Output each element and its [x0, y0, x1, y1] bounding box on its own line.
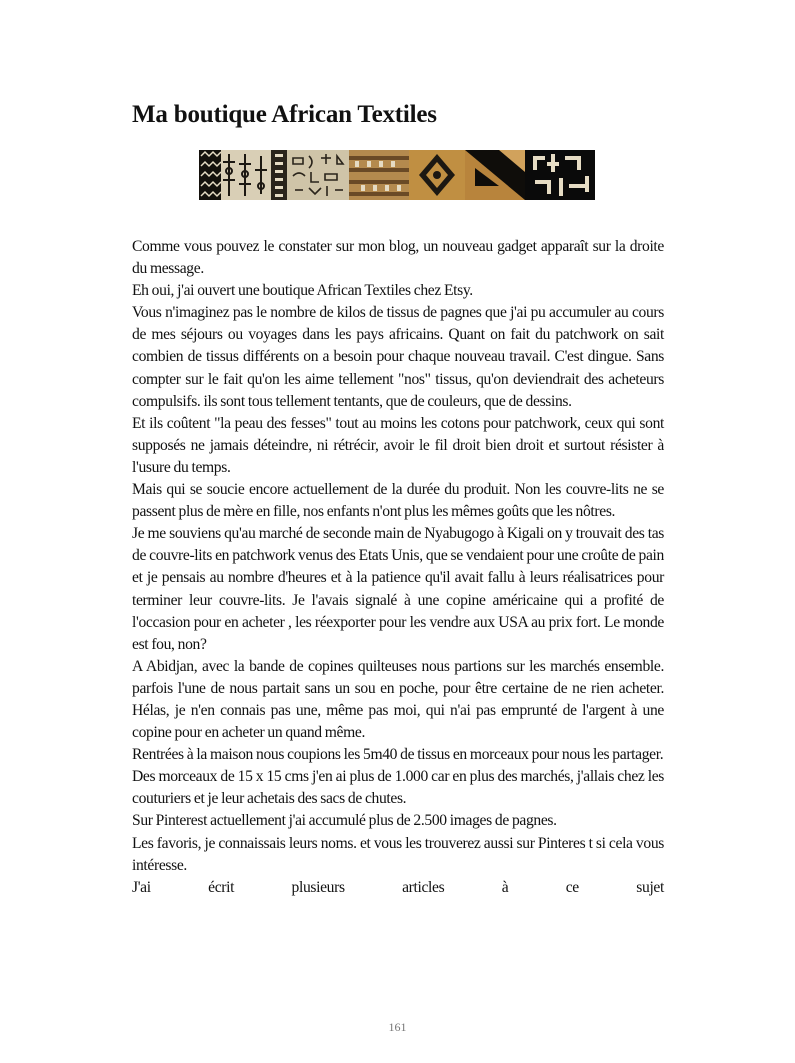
paragraph: Je me souviens qu'au marché de seconde main de Nyabugogo à Kigali on y trouvait des tas de couvre-lits en patchwork venus des Etats Unis, que se vendaient pour une croûte de pain et je pensais au nombre d'heures et à la patience qu'il avait fallu à leurs réalisatrices pour terminer leur couvre-lits. Je l'avais signalé à une copine américaine qui a profité de l'occasion pour en acheter , les réexporter pour les vendre aux USA au prix fort. Le monde est fou, non?: [132, 525, 664, 653]
african-textile-banner-image: [199, 150, 595, 200]
paragraph: Sur Pinterest actuellement j'ai accumulé plus de 2.500 images de pagnes.: [132, 812, 557, 830]
paragraph: Des morceaux de 15 x 15 cms j'en ai plus de 1.000 car en plus des marchés, j'allais chez les couturiers et je leur achetais des sacs de chutes.: [132, 768, 664, 808]
paragraph: Mais qui se soucie encore actuellement de la durée du produit. Non les couvre-lits ne se passent plus de mère en fille, nos enfants n'ont plus les mêmes goûts que les nôtres.: [132, 481, 664, 521]
article-body: [132, 236, 664, 899]
paragraph: J'ai écrit plusieurs articles à ce sujet: [132, 878, 664, 896]
paragraph: Vous n'imaginez pas le nombre de kilos de tissus de pagnes que j'ai pu accumuler au cours de mes séjours ou voyages dans les pays africains. Quant on fait du patchwork on sait combien de tissus différents on a besoin pour chaque nouveau travail. C'est dingue. Sans compter sur le fait qu'on les aime tellement "nos" tissus, qu'on deviendrait des acheteurs compulsifs. ils sont tous tellement tentants, que de couleurs, que de dessins.: [132, 304, 664, 410]
paragraph: Rentrées à la maison nous coupions les 5m40 de tissus en morceaux pour nous les partager.: [132, 746, 664, 764]
african-textile-pattern-banner-icon: [199, 150, 595, 200]
page-number: 161: [388, 1020, 407, 1034]
paragraph: Et ils coûtent "la peau des fesses" tout au moins les cotons pour patchwork, ceux qui sont supposés ne jamais déteindre, ni rétrécir, avoir le fil droit bien droit et surtout résister à l'usure du temps.: [132, 414, 664, 476]
paragraph: A Abidjan, avec la bande de copines quilteuses nous partions sur les marchés ensemble. parfois l'une de nous partait sans un sou en poche, pour être certaine de ne rien acheter. Hélas, je n'en connais pas une, même pas moi, qui n'ai pas emprunté de l'argent à une copine pour en acheter un quand même.: [132, 657, 664, 742]
paragraph: Les favoris, je connaissais leurs noms. et vous les trouverez aussi sur Pinteres t si cela vous intéresse.: [132, 834, 664, 874]
page-title: Ma boutique African Textiles: [132, 101, 437, 128]
paragraph: Eh oui, j'ai ouvert une boutique African Textiles chez Etsy.: [132, 282, 473, 300]
paragraph: Comme vous pouvez le constater sur mon blog, un nouveau gadget apparaît sur la droite du message.: [132, 238, 664, 278]
